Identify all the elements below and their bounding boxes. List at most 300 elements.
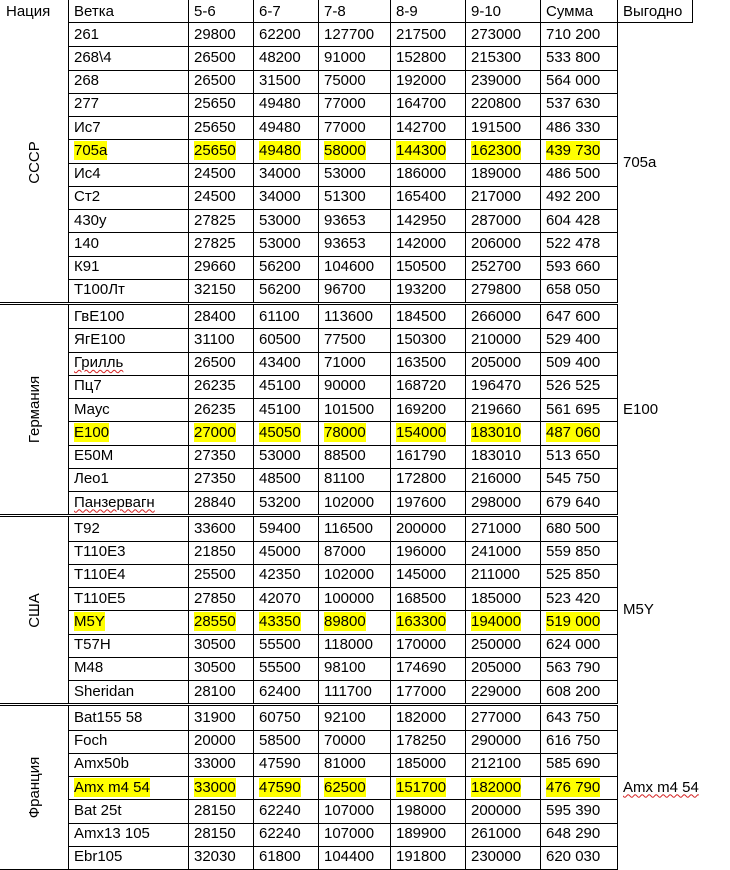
value-cell[interactable] xyxy=(318,468,390,491)
value-cell[interactable] xyxy=(318,730,390,753)
value-cell[interactable] xyxy=(390,398,465,421)
value-cell[interactable] xyxy=(318,564,390,587)
sum-cell[interactable] xyxy=(540,799,617,822)
value-cell[interactable] xyxy=(465,186,540,209)
value-cell[interactable] xyxy=(465,468,540,491)
value-cell[interactable] xyxy=(253,375,318,398)
branch-cell[interactable] xyxy=(68,23,188,46)
header-nation[interactable] xyxy=(0,0,68,23)
value-cell[interactable] xyxy=(390,730,465,753)
value-cell[interactable] xyxy=(318,23,390,46)
value-cell[interactable] xyxy=(465,209,540,232)
value-cell[interactable] xyxy=(465,256,540,279)
value-cell-text: 27000 xyxy=(194,423,236,441)
header-tier-9-10-text: 9-10 xyxy=(471,2,502,20)
sum-cell[interactable] xyxy=(540,680,617,703)
value-cell-text: 26235 xyxy=(194,400,236,418)
sum-cell[interactable] xyxy=(540,328,617,351)
value-cell[interactable] xyxy=(390,823,465,846)
value-cell[interactable] xyxy=(390,657,465,680)
value-cell[interactable] xyxy=(253,352,318,375)
value-cell[interactable] xyxy=(253,445,318,468)
value-cell[interactable] xyxy=(188,846,253,869)
header-best[interactable] xyxy=(617,0,692,23)
nation-label: США xyxy=(25,592,43,628)
value-cell[interactable] xyxy=(318,491,390,514)
value-cell[interactable] xyxy=(465,799,540,822)
value-cell[interactable] xyxy=(465,564,540,587)
value-cell[interactable] xyxy=(465,398,540,421)
sum-cell[interactable] xyxy=(540,46,617,69)
value-cell-text: 53000 xyxy=(259,211,301,229)
sum-cell[interactable] xyxy=(540,846,617,869)
value-cell[interactable] xyxy=(390,610,465,633)
branch-cell[interactable] xyxy=(68,776,188,799)
value-cell[interactable] xyxy=(318,256,390,279)
sum-cell[interactable] xyxy=(540,491,617,514)
header-tier-5-6[interactable] xyxy=(188,0,253,23)
value-cell[interactable] xyxy=(188,753,253,776)
value-cell[interactable] xyxy=(390,541,465,564)
value-cell[interactable] xyxy=(465,776,540,799)
value-cell[interactable] xyxy=(465,587,540,610)
value-cell[interactable] xyxy=(188,706,253,729)
value-cell[interactable] xyxy=(253,730,318,753)
value-cell[interactable] xyxy=(390,93,465,116)
row-line xyxy=(68,46,617,47)
value-cell[interactable] xyxy=(318,680,390,703)
value-cell[interactable] xyxy=(318,587,390,610)
branch-cell[interactable] xyxy=(68,680,188,703)
value-cell[interactable] xyxy=(390,256,465,279)
value-cell[interactable] xyxy=(253,823,318,846)
value-cell[interactable] xyxy=(253,753,318,776)
value-cell[interactable] xyxy=(188,610,253,633)
branch-cell[interactable] xyxy=(68,634,188,657)
branch-cell[interactable] xyxy=(68,305,188,328)
value-cell[interactable] xyxy=(253,799,318,822)
value-cell[interactable] xyxy=(390,209,465,232)
header-tier-9-10[interactable] xyxy=(465,0,540,23)
value-cell[interactable] xyxy=(253,776,318,799)
value-cell[interactable] xyxy=(465,491,540,514)
value-cell[interactable] xyxy=(188,634,253,657)
value-cell[interactable] xyxy=(253,279,318,302)
value-cell[interactable] xyxy=(390,421,465,444)
value-cell[interactable] xyxy=(390,163,465,186)
value-cell[interactable] xyxy=(465,70,540,93)
value-cell[interactable] xyxy=(465,753,540,776)
sum-cell[interactable] xyxy=(540,186,617,209)
branch-cell[interactable] xyxy=(68,279,188,302)
value-cell[interactable] xyxy=(318,823,390,846)
branch-cell[interactable] xyxy=(68,753,188,776)
branch-cell[interactable] xyxy=(68,421,188,444)
value-cell[interactable] xyxy=(390,634,465,657)
value-cell[interactable] xyxy=(188,517,253,540)
value-cell[interactable] xyxy=(390,846,465,869)
value-cell[interactable] xyxy=(188,70,253,93)
value-cell[interactable] xyxy=(253,328,318,351)
value-cell-text: 193200 xyxy=(396,281,447,299)
value-cell[interactable] xyxy=(188,93,253,116)
value-cell[interactable] xyxy=(188,209,253,232)
branch-cell[interactable] xyxy=(68,186,188,209)
row-line xyxy=(68,139,617,140)
value-cell-text: 182000 xyxy=(396,708,447,726)
value-cell[interactable] xyxy=(318,232,390,255)
value-cell[interactable] xyxy=(318,706,390,729)
value-cell[interactable] xyxy=(253,398,318,421)
value-cell[interactable] xyxy=(318,375,390,398)
value-cell[interactable] xyxy=(390,139,465,162)
value-cell[interactable] xyxy=(253,46,318,69)
value-cell[interactable] xyxy=(465,846,540,869)
value-cell[interactable] xyxy=(188,823,253,846)
value-cell[interactable] xyxy=(188,232,253,255)
value-cell[interactable] xyxy=(188,468,253,491)
row-line xyxy=(68,186,617,187)
value-cell[interactable] xyxy=(253,680,318,703)
sum-cell[interactable] xyxy=(540,421,617,444)
value-cell[interactable] xyxy=(253,70,318,93)
value-cell[interactable] xyxy=(465,116,540,139)
header-branch-text: Ветка xyxy=(74,2,114,20)
row-line xyxy=(68,70,617,71)
value-cell[interactable] xyxy=(253,541,318,564)
best-choice-cell[interactable] xyxy=(617,23,730,302)
value-cell-text: 277000 xyxy=(471,708,522,726)
value-cell[interactable] xyxy=(318,657,390,680)
value-cell-text: 55500 xyxy=(259,636,301,654)
value-cell[interactable] xyxy=(318,541,390,564)
sum-cell[interactable] xyxy=(540,657,617,680)
sum-cell[interactable] xyxy=(540,256,617,279)
value-cell[interactable] xyxy=(253,209,318,232)
value-cell[interactable] xyxy=(188,398,253,421)
branch-cell[interactable] xyxy=(68,468,188,491)
branch-cell[interactable] xyxy=(68,139,188,162)
header-tier-6-7[interactable] xyxy=(253,0,318,23)
sum-cell[interactable] xyxy=(540,541,617,564)
branch-cell[interactable] xyxy=(68,517,188,540)
sum-cell[interactable] xyxy=(540,730,617,753)
branch-cell[interactable] xyxy=(68,70,188,93)
sum-cell[interactable] xyxy=(540,305,617,328)
grid-line xyxy=(465,305,466,514)
value-cell[interactable] xyxy=(253,163,318,186)
value-cell[interactable] xyxy=(188,799,253,822)
sum-cell[interactable] xyxy=(540,209,617,232)
value-cell[interactable] xyxy=(253,468,318,491)
value-cell[interactable] xyxy=(390,232,465,255)
branch-cell[interactable] xyxy=(68,846,188,869)
value-cell[interactable] xyxy=(253,232,318,255)
value-cell[interactable] xyxy=(188,186,253,209)
branch-cell[interactable] xyxy=(68,93,188,116)
branch-cell[interactable] xyxy=(68,564,188,587)
value-cell[interactable] xyxy=(318,209,390,232)
sum-cell[interactable] xyxy=(540,610,617,633)
value-cell[interactable] xyxy=(390,753,465,776)
sum-cell[interactable] xyxy=(540,823,617,846)
sum-cell-text: 525 850 xyxy=(546,566,601,584)
value-cell[interactable] xyxy=(390,186,465,209)
branch-cell[interactable] xyxy=(68,823,188,846)
value-cell[interactable] xyxy=(465,680,540,703)
value-cell[interactable] xyxy=(253,116,318,139)
value-cell[interactable] xyxy=(253,517,318,540)
value-cell[interactable] xyxy=(318,445,390,468)
value-cell[interactable] xyxy=(253,93,318,116)
sum-cell[interactable] xyxy=(540,232,617,255)
branch-cell[interactable] xyxy=(68,445,188,468)
value-cell[interactable] xyxy=(318,93,390,116)
sum-cell[interactable] xyxy=(540,139,617,162)
value-cell[interactable] xyxy=(188,587,253,610)
value-cell[interactable] xyxy=(318,186,390,209)
value-cell[interactable] xyxy=(253,657,318,680)
value-cell[interactable] xyxy=(465,163,540,186)
value-cell[interactable] xyxy=(390,375,465,398)
value-cell[interactable] xyxy=(318,70,390,93)
value-cell[interactable] xyxy=(465,421,540,444)
grid-line xyxy=(188,706,189,869)
value-cell[interactable] xyxy=(253,634,318,657)
branch-cell[interactable] xyxy=(68,706,188,729)
value-cell[interactable] xyxy=(465,352,540,375)
sum-cell[interactable] xyxy=(540,706,617,729)
value-cell[interactable] xyxy=(188,23,253,46)
value-cell[interactable] xyxy=(253,610,318,633)
value-cell[interactable] xyxy=(253,256,318,279)
sum-cell[interactable] xyxy=(540,93,617,116)
branch-cell[interactable] xyxy=(68,232,188,255)
branch-cell[interactable] xyxy=(68,256,188,279)
sum-cell[interactable] xyxy=(540,116,617,139)
sum-cell[interactable] xyxy=(540,23,617,46)
value-cell[interactable] xyxy=(318,421,390,444)
branch-cell[interactable] xyxy=(68,163,188,186)
value-cell[interactable] xyxy=(318,279,390,302)
value-cell[interactable] xyxy=(318,517,390,540)
value-cell[interactable] xyxy=(253,186,318,209)
value-cell-text: 145000 xyxy=(396,566,447,584)
value-cell[interactable] xyxy=(318,46,390,69)
value-cell[interactable] xyxy=(318,776,390,799)
value-cell[interactable] xyxy=(253,23,318,46)
value-cell[interactable] xyxy=(465,46,540,69)
value-cell[interactable] xyxy=(465,634,540,657)
value-cell-text: 200000 xyxy=(471,801,522,819)
sum-cell[interactable] xyxy=(540,634,617,657)
value-cell[interactable] xyxy=(465,328,540,351)
value-cell[interactable] xyxy=(253,706,318,729)
value-cell[interactable] xyxy=(390,587,465,610)
value-cell-text: 47590 xyxy=(259,778,301,796)
value-cell[interactable] xyxy=(390,517,465,540)
sum-cell[interactable] xyxy=(540,468,617,491)
value-cell[interactable] xyxy=(390,279,465,302)
value-cell[interactable] xyxy=(465,23,540,46)
value-cell[interactable] xyxy=(390,799,465,822)
value-cell[interactable] xyxy=(188,541,253,564)
sum-cell-text: 658 050 xyxy=(546,281,601,299)
header-branch[interactable] xyxy=(68,0,188,23)
value-cell[interactable] xyxy=(465,375,540,398)
value-cell[interactable] xyxy=(188,256,253,279)
value-cell[interactable] xyxy=(188,279,253,302)
branch-cell[interactable] xyxy=(68,587,188,610)
best-choice-cell[interactable] xyxy=(617,305,730,514)
value-cell-text: 90000 xyxy=(324,377,366,395)
best-choice-cell[interactable] xyxy=(617,517,730,703)
value-cell[interactable] xyxy=(390,491,465,514)
value-cell[interactable] xyxy=(318,799,390,822)
value-cell[interactable] xyxy=(253,305,318,328)
sum-cell[interactable] xyxy=(540,517,617,540)
branch-cell[interactable] xyxy=(68,209,188,232)
value-cell[interactable] xyxy=(390,352,465,375)
value-cell[interactable] xyxy=(188,730,253,753)
value-cell[interactable] xyxy=(188,445,253,468)
value-cell[interactable] xyxy=(253,421,318,444)
value-cell[interactable] xyxy=(188,776,253,799)
sum-cell[interactable] xyxy=(540,587,617,610)
value-cell[interactable] xyxy=(390,468,465,491)
value-cell-text: 239000 xyxy=(471,72,522,90)
header-sum[interactable] xyxy=(540,0,617,23)
value-cell[interactable] xyxy=(188,352,253,375)
value-cell[interactable] xyxy=(465,706,540,729)
value-cell[interactable] xyxy=(465,445,540,468)
value-cell[interactable] xyxy=(465,279,540,302)
sum-cell[interactable] xyxy=(540,564,617,587)
branch-cell[interactable] xyxy=(68,657,188,680)
branch-cell-text: Панзервагн xyxy=(74,493,155,511)
value-cell[interactable] xyxy=(465,232,540,255)
value-cell[interactable] xyxy=(253,587,318,610)
value-cell-text: 31900 xyxy=(194,708,236,726)
branch-cell[interactable] xyxy=(68,375,188,398)
value-cell[interactable] xyxy=(188,139,253,162)
value-cell[interactable] xyxy=(465,823,540,846)
branch-cell[interactable] xyxy=(68,46,188,69)
sum-cell-text: 710 200 xyxy=(546,25,601,43)
value-cell[interactable] xyxy=(390,706,465,729)
value-cell[interactable] xyxy=(390,70,465,93)
value-cell[interactable] xyxy=(318,116,390,139)
grid-line xyxy=(68,0,69,23)
value-cell[interactable] xyxy=(465,517,540,540)
value-cell[interactable] xyxy=(188,564,253,587)
best-choice-cell[interactable] xyxy=(617,706,730,869)
value-cell[interactable] xyxy=(390,23,465,46)
value-cell[interactable] xyxy=(465,139,540,162)
value-cell-text: 101500 xyxy=(324,400,375,418)
value-cell[interactable] xyxy=(318,753,390,776)
branch-cell[interactable] xyxy=(68,799,188,822)
value-cell-text: 210000 xyxy=(471,330,522,348)
value-cell-text: 271000 xyxy=(471,519,522,537)
value-cell[interactable] xyxy=(465,610,540,633)
branch-cell[interactable] xyxy=(68,352,188,375)
value-cell[interactable] xyxy=(318,398,390,421)
value-cell[interactable] xyxy=(188,657,253,680)
sum-cell[interactable] xyxy=(540,445,617,468)
sum-cell[interactable] xyxy=(540,163,617,186)
branch-cell[interactable] xyxy=(68,328,188,351)
branch-cell[interactable] xyxy=(68,610,188,633)
value-cell[interactable] xyxy=(188,491,253,514)
value-cell[interactable] xyxy=(188,328,253,351)
value-cell[interactable] xyxy=(188,116,253,139)
value-cell[interactable] xyxy=(253,491,318,514)
branch-cell-text: Bat 25t xyxy=(74,801,122,819)
sum-cell[interactable] xyxy=(540,279,617,302)
value-cell[interactable] xyxy=(465,657,540,680)
sum-cell[interactable] xyxy=(540,352,617,375)
sum-cell[interactable] xyxy=(540,398,617,421)
branch-cell[interactable] xyxy=(68,730,188,753)
branch-cell-text: Маус xyxy=(74,400,110,418)
grid-line xyxy=(390,0,391,23)
sum-cell[interactable] xyxy=(540,753,617,776)
value-cell[interactable] xyxy=(318,610,390,633)
value-cell[interactable] xyxy=(465,541,540,564)
value-cell[interactable] xyxy=(465,305,540,328)
value-cell[interactable] xyxy=(390,305,465,328)
value-cell[interactable] xyxy=(390,46,465,69)
value-cell[interactable] xyxy=(188,163,253,186)
value-cell[interactable] xyxy=(318,328,390,351)
value-cell[interactable] xyxy=(390,116,465,139)
value-cell[interactable] xyxy=(318,634,390,657)
value-cell[interactable] xyxy=(318,352,390,375)
sum-cell[interactable] xyxy=(540,776,617,799)
branch-cell[interactable] xyxy=(68,116,188,139)
value-cell[interactable] xyxy=(188,46,253,69)
branch-cell[interactable] xyxy=(68,491,188,514)
value-cell-text: 163300 xyxy=(396,612,447,630)
value-cell[interactable] xyxy=(390,445,465,468)
value-cell[interactable] xyxy=(318,846,390,869)
value-cell[interactable] xyxy=(253,846,318,869)
value-cell[interactable] xyxy=(253,139,318,162)
value-cell[interactable] xyxy=(390,564,465,587)
value-cell[interactable] xyxy=(390,328,465,351)
value-cell-text: 77500 xyxy=(324,330,366,348)
value-cell[interactable] xyxy=(465,730,540,753)
sum-cell[interactable] xyxy=(540,375,617,398)
header-tier-8-9[interactable] xyxy=(390,0,465,23)
value-cell[interactable] xyxy=(318,163,390,186)
value-cell[interactable] xyxy=(188,421,253,444)
value-cell[interactable] xyxy=(390,680,465,703)
branch-cell[interactable] xyxy=(68,398,188,421)
value-cell[interactable] xyxy=(390,776,465,799)
value-cell[interactable] xyxy=(465,93,540,116)
value-cell[interactable] xyxy=(188,375,253,398)
value-cell[interactable] xyxy=(253,564,318,587)
header-tier-7-8[interactable] xyxy=(318,0,390,23)
value-cell[interactable] xyxy=(318,305,390,328)
value-cell[interactable] xyxy=(318,139,390,162)
sum-cell[interactable] xyxy=(540,70,617,93)
value-cell[interactable] xyxy=(188,680,253,703)
value-cell[interactable] xyxy=(188,305,253,328)
branch-cell[interactable] xyxy=(68,541,188,564)
